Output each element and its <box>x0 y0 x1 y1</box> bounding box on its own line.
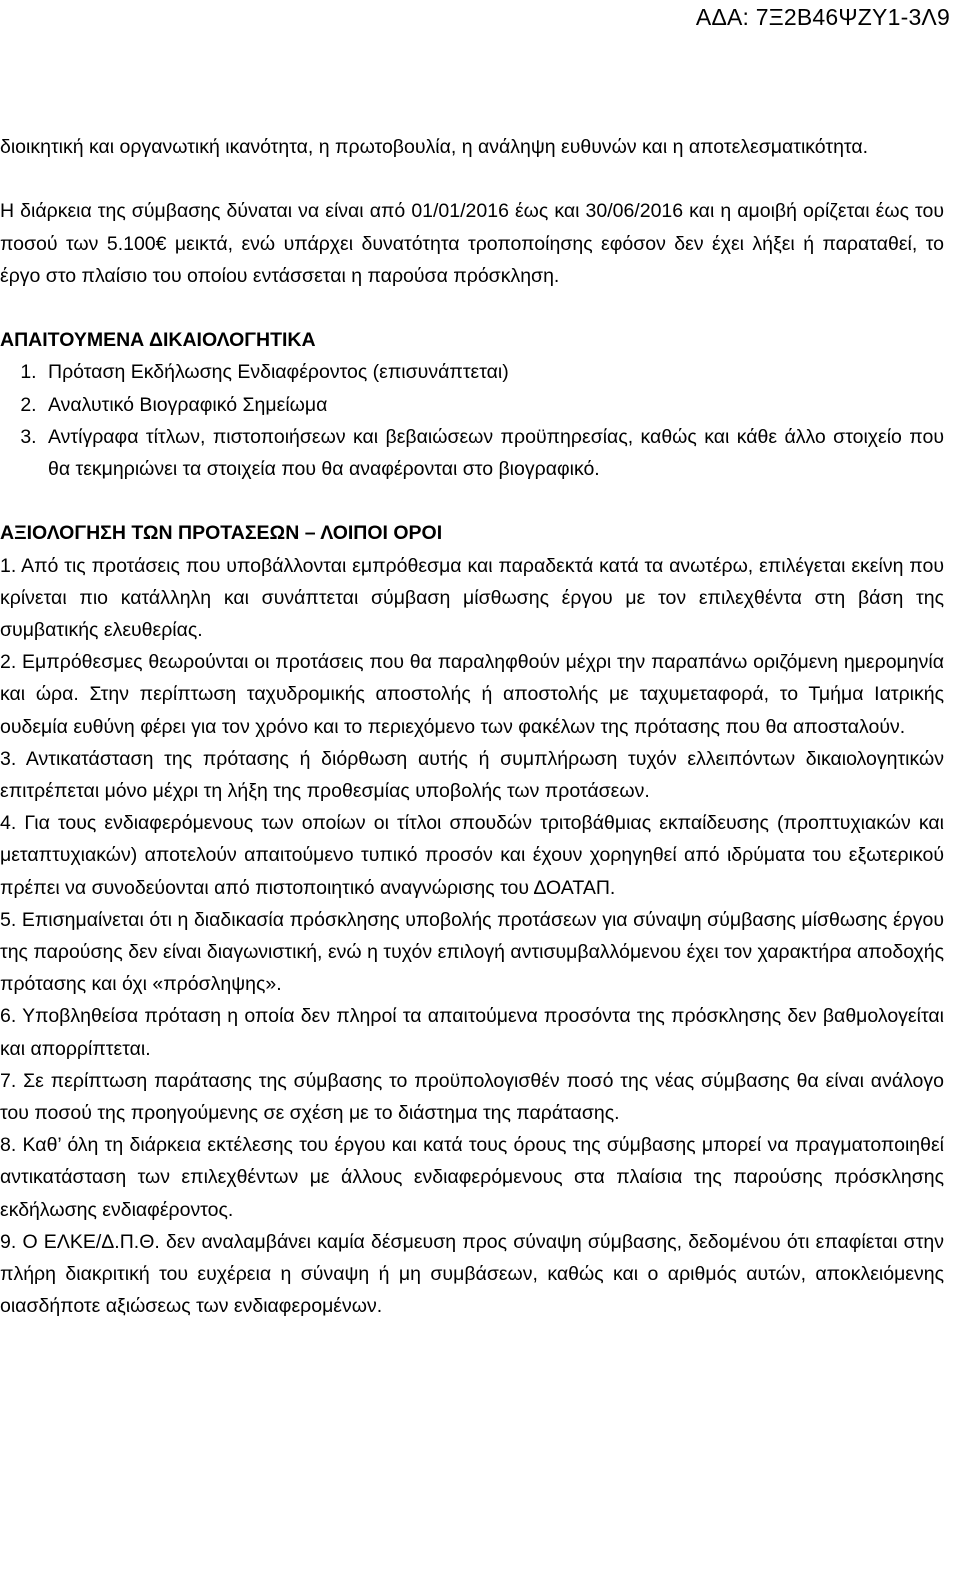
spacer <box>0 163 944 195</box>
term-item: 3. Αντικατάσταση της πρότασης ή διόρθωση αυτής ή συμπλήρωση τυχόν ελλειπόντων δικαιολογητικών επιτρέπεται μόνο μέχρι τη λήξη της προθεσμίας υποβολής των προτάσεων. <box>0 747 944 803</box>
evaluation-heading: ΑΞΙΟΛΟΓΗΣΗ ΤΩΝ ΠΡΟΤΑΣΕΩΝ – ΛΟΙΠΟΙ ΟΡΟΙ <box>0 522 443 545</box>
term-item: 1. Από τις προτάσεις που υποβάλλονται εμπρόθεσμα και παραδεκτά κατά τα ανωτέρω, επιλέγεται εκείνη που κρίνεται πιο κατάλληλη και συνάπτεται σύμβαση μίσθωσης έργου με τον επιλεχθέντα στη βάση της συμβατικής ελευθερίας. <box>0 554 944 641</box>
intro-paragraph-2: Η διάρκεια της σύμβασης δύναται να είναι από 01/01/2016 έως και 30/06/2016 και η αμοιβή ορίζεται έως του ποσού των 5.100€ μεικτά, ενώ υπάρχει δυνατότητα τροποποίησης εφόσον δεν έχει λήξει ή παραταθεί, το έργο στο πλαίσιο του οποίου εντάσσεται η παρούσα πρόσκληση. <box>0 200 944 287</box>
term-item: 8. Καθ’ όλη τη διάρκεια εκτέλεσης του έργου και κατά τους όρους της σύμβασης μπορεί να πραγματοποιηθεί αντικατάσταση των επιλεχθέντων με άλλους ενδιαφερόμενους στα πλαίσια της παρούσης πρόσκλησης εκδήλωσης ενδιαφέροντος. <box>0 1134 944 1221</box>
term-item: 2. Εμπρόθεσμες θεωρούνται οι προτάσεις που θα παραληφθούν μέχρι την παραπάνω οριζόμενη ημερομηνία και ώρα. Στην περίπτωση ταχυδρομικής αποστολής ή αποστολής με ταχυμεταφορά, το Τμήμα Ιατρικής ουδεμία ευθύνη φέρει για τον χρόνο και το περιεχόμενο των φακέλων της πρότασης που θα αποσταλούν. <box>0 651 944 738</box>
spacer <box>0 292 944 324</box>
document-body <box>0 131 944 1322</box>
ada-code: ΑΔΑ: 7Ξ2Β46ΨΖΥ1-3Λ9 <box>695 4 950 30</box>
requirement-item: 2. Αναλυτικό Βιογραφικό Σημείωμα <box>42 389 944 421</box>
term-item: 6. Υποβληθείσα πρόταση η οποία δεν πληροί τα απαιτούμενα προσόντα της πρόσκλησης δεν βαθμολογείται και απορρίπτεται. <box>0 1005 944 1060</box>
requirement-item: 3. Αντίγραφα τίτλων, πιστοποιήσεων και βεβαιώσεων προϋπηρεσίας, καθώς και κάθε άλλο στοιχείο που θα τεκμηριώνει τα στοιχεία που θα αναφέρονται στο βιογραφικό. <box>42 421 944 485</box>
intro-paragraph-1: διοικητική και οργανωτική ικανότητα, η πρωτοβουλία, η ανάληψη ευθυνών και η αποτελεσματικότητα. <box>0 136 869 158</box>
term-item: 7. Σε περίπτωση παράτασης της σύμβασης το προϋπολογισθέν ποσό της νέας σύμβασης θα είναι ανάλογο του ποσού της προηγούμενης σε σχέση με το διάστημα της παράτασης. <box>0 1069 944 1125</box>
term-item: 4. Για τους ενδιαφερόμενους των οποίων οι τίτλοι σπουδών τριτοβάθμιας εκπαίδευσης (προπτυχιακών και μεταπτυχιακών) αποτελούν απαιτούμενο τυπικό προσόν και έχουν χορηγηθεί από ιδρύματα του εξωτερικού πρέπει να συνοδεύονται από πιστοποιητικό αναγνώρισης του ΔΟΑΤΑΠ. <box>0 812 944 899</box>
term-item: 9. Ο ΕΛΚΕ/Δ.Π.Θ. δεν αναλαμβάνει καμία δέσμευση προς σύναψη σύμβασης, δεδομένου ότι επαφίεται στην πλήρη διακριτική του ευχέρεια η σύναψη ή μη συμβάσεων, καθώς και ο αριθμός αυτών, αποκλειόμενης οιασδήποτε αξιώσεως των ενδιαφερομένων. <box>0 1230 944 1318</box>
requirements-heading: ΑΠΑΙΤΟΥΜΕΝΑ ΔΙΚΑΙΟΛΟΓΗΤΙΚΑ <box>0 329 316 352</box>
spacer <box>0 485 944 517</box>
term-item: 5. Επισημαίνεται ότι η διαδικασία πρόσκλησης υποβολής προτάσεων για σύναψη σύμβασης μίσθωσης έργου της παρούσης δεν είναι διαγωνιστική, ενώ η τυχόν επιλογή αντισυμβαλλόμενου έχει τον χαρακτήρα αποδοχής πρότασης και όχι «πρόσληψης». <box>0 908 944 996</box>
requirement-item: 1. Πρόταση Εκδήλωσης Ενδιαφέροντος (επισυνάπτεται) <box>42 356 944 388</box>
requirements-list <box>0 356 944 485</box>
